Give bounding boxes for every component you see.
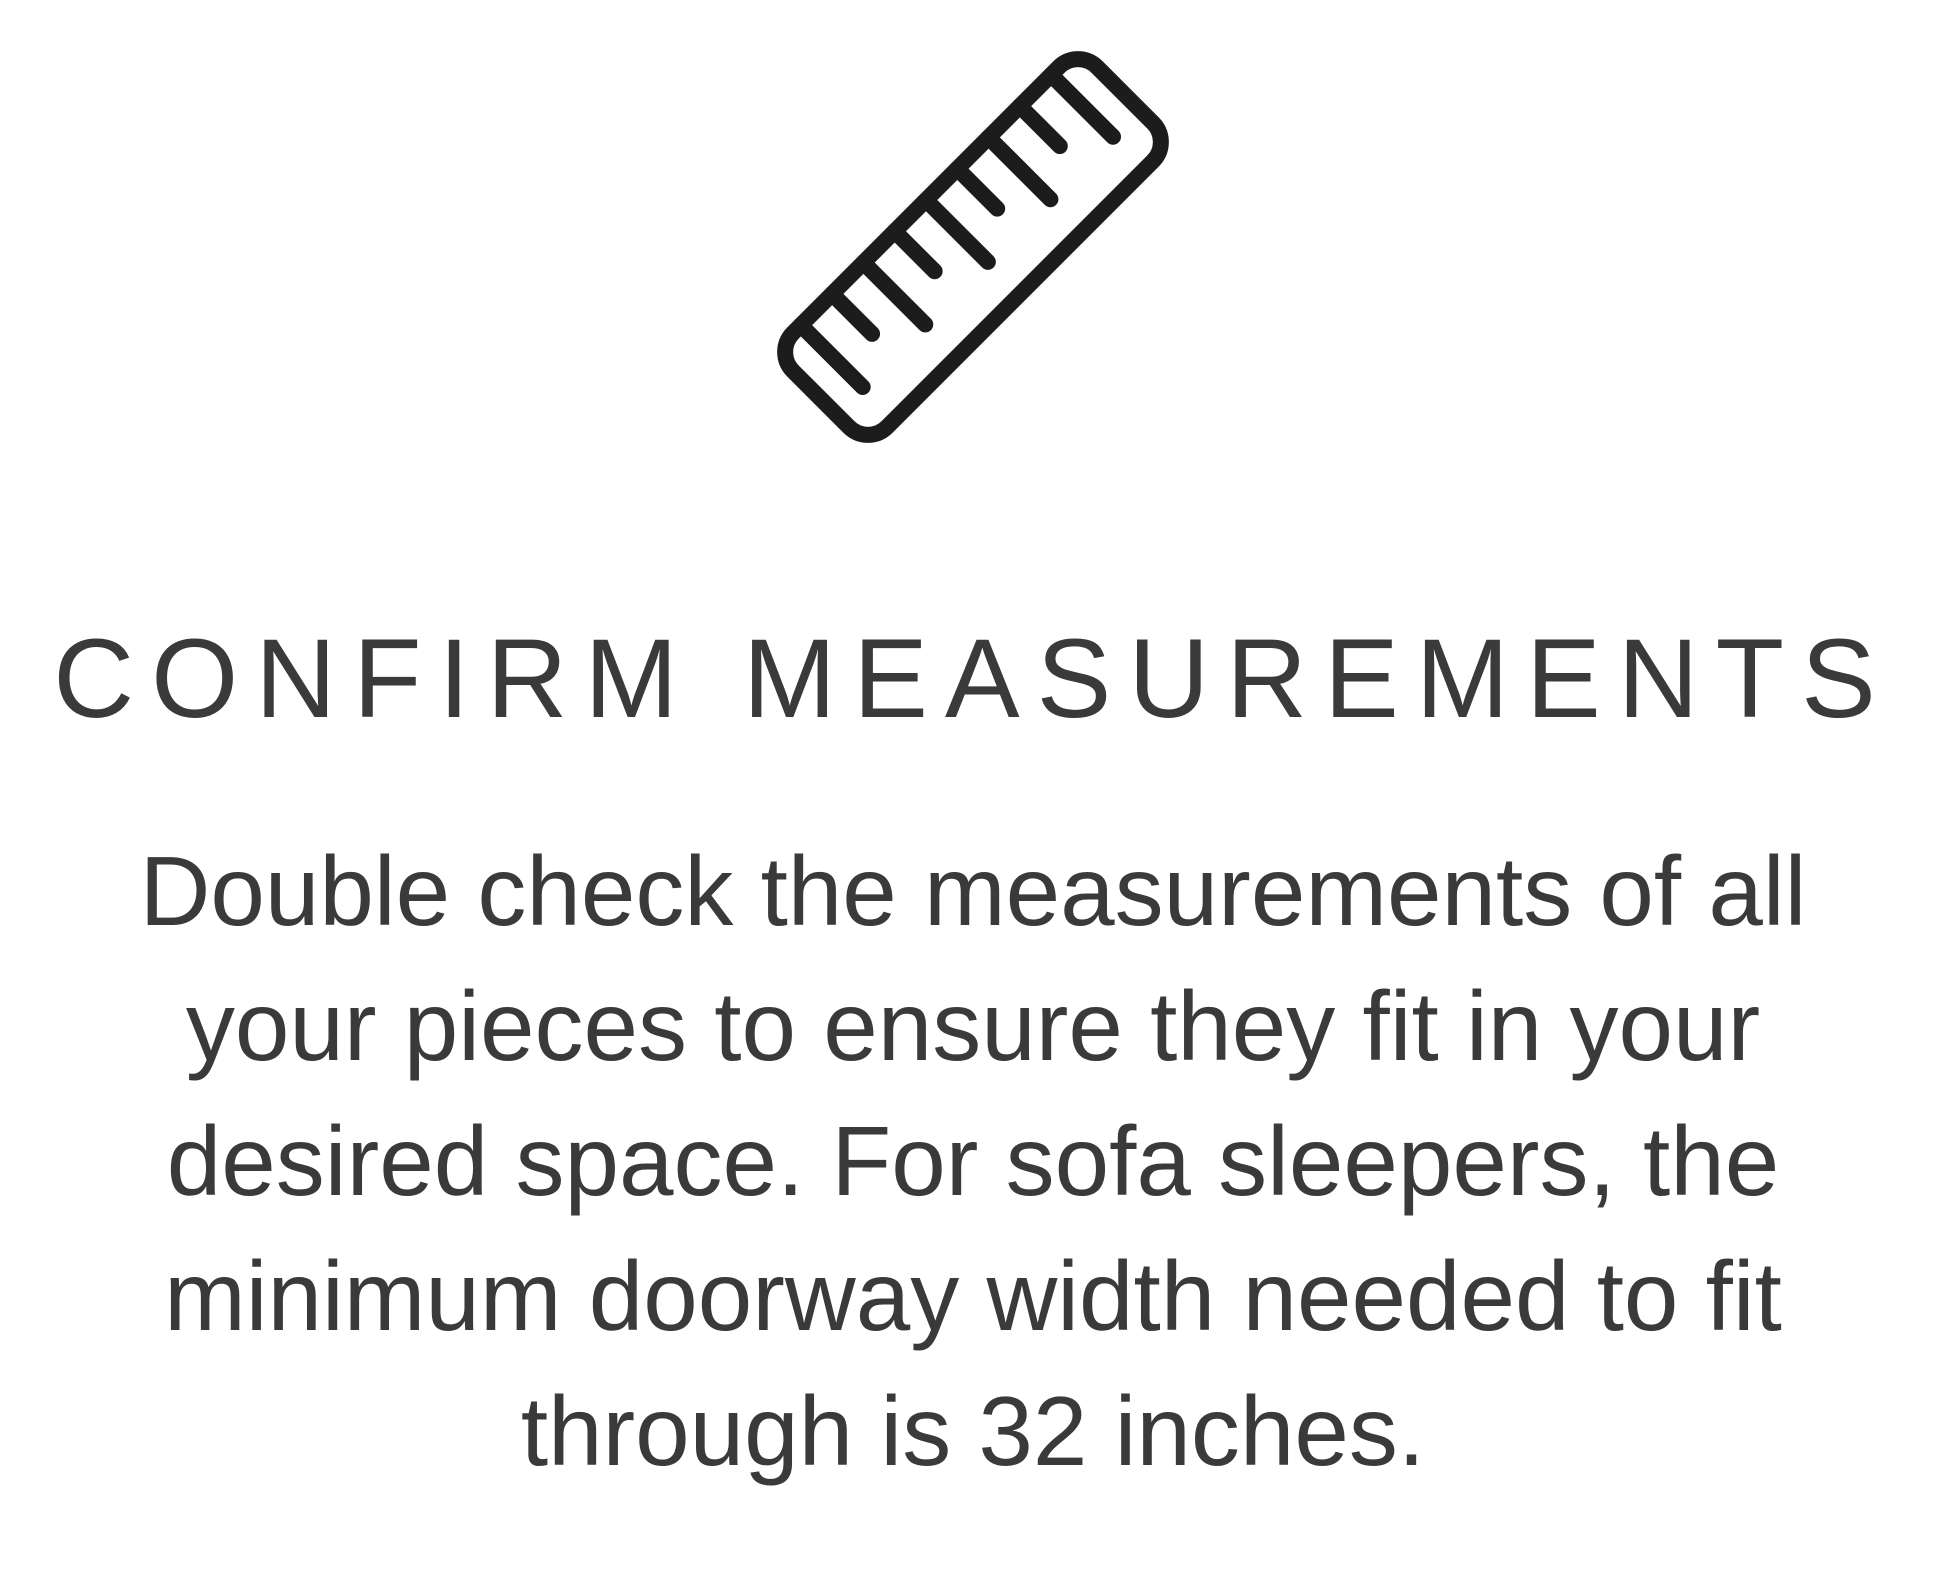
ruler-tick-short (1020, 106, 1060, 146)
body-line: Double check the measurements of all (139, 836, 1807, 947)
confirm-measurements-section (0, 40, 1946, 1596)
ruler-tick-short (832, 294, 872, 334)
section-body (93, 824, 1853, 1499)
ruler-tick-long (926, 200, 988, 262)
ruler-tick-long (863, 263, 925, 325)
ruler-icon-svg (767, 40, 1179, 454)
section-heading: CONFIRM MEASUREMENTS (53, 616, 1893, 741)
body-line: your pieces to ensure they fit in your (185, 971, 1761, 1082)
body-line: minimum doorway width needed to fit (164, 1241, 1782, 1352)
body-line: desired space. For sofa sleepers, the (166, 1106, 1780, 1217)
ruler-tick-short (895, 231, 935, 271)
body-line: through is 32 inches. (520, 1376, 1426, 1487)
ruler-icon (767, 40, 1179, 454)
ruler-tick-long (989, 137, 1051, 199)
ruler-tick-short (957, 169, 997, 209)
